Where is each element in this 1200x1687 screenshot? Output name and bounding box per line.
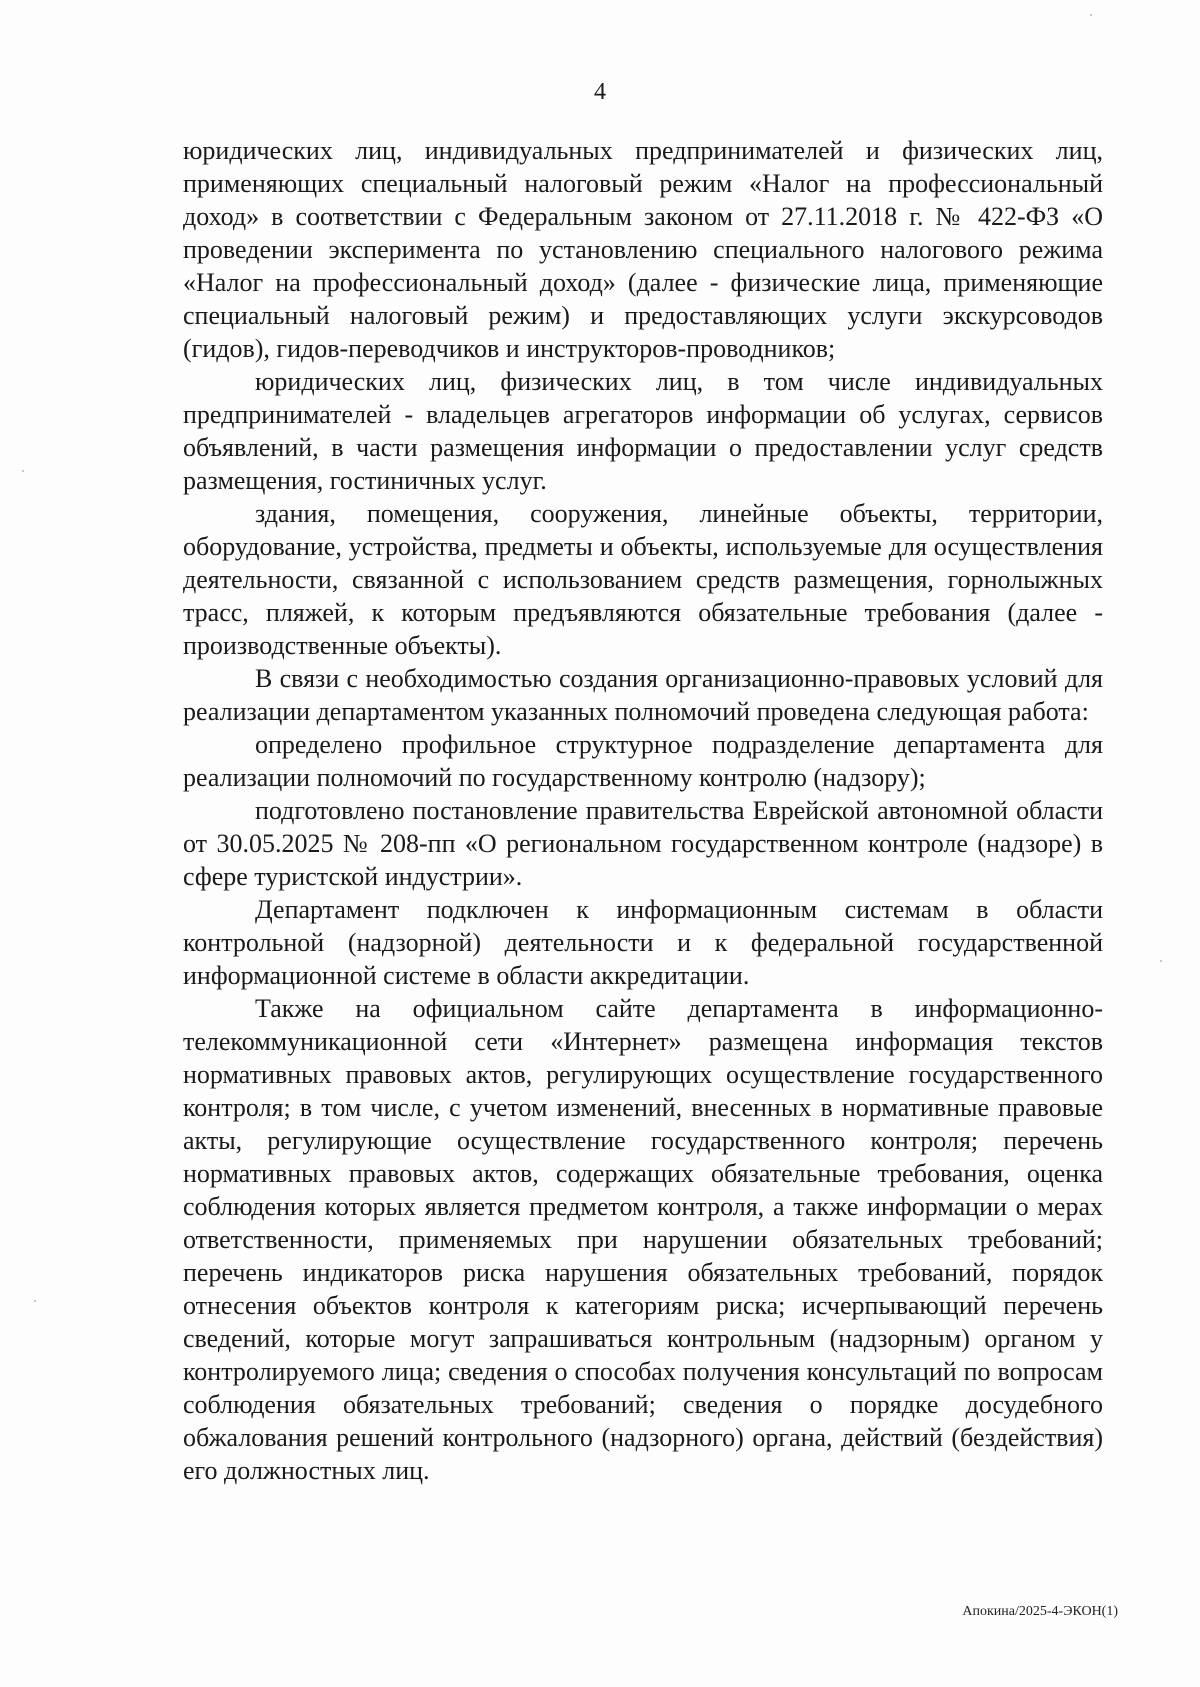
paragraph: Департамент подключен к информационным системам в области контрольной (надзорной) деятельности и к федеральной государственной информационной системе в области аккредитации. <box>183 895 1103 990</box>
page-number: 4 <box>594 79 606 105</box>
paragraph: В связи с необходимостью создания организационно-правовых условий для реализации департаментом указанных полномочий проведена следующая работа: <box>183 664 1103 726</box>
document-footer-code: Апокина/2025-4-ЭКОН(1) <box>962 1604 1118 1619</box>
paragraph: Также на официальном сайте департамента в информационно-телекоммуникационной сети «Интернет» размещена информация текстов нормативных правовых актов, регулирующих осуществление государственного контроля; в том числе, с учетом изменений, внесенных в нормативные правовые акты, регулирующие осуществление государственного контроля; перечень нормативных правовых актов, содержащих обязательные требования, оценка соблюдения которых является предметом контроля, а также информации о мерах ответственности, применяемых при нарушении обязательных требований; перечень индикаторов риска нарушения обязательных требований, порядок отнесения объектов контроля к категориям риска; исчерпывающий перечень сведений, которые могут запрашиваться контрольным (надзорным) органом у контролируемого лица; сведения о способах получения консультаций по вопросам соблюдения обязательных требований; сведения о порядке досудебного обжалования решений контрольного (надзорного) органа, действий (бездействия) его должностных лиц. <box>183 994 1103 1485</box>
scan-speck <box>1160 960 1162 962</box>
paragraph-continuation: юридических лиц, индивидуальных предпринимателей и физических лиц, применяющих специальный налоговый режим «Налог на профессиональный доход» в соответствии с Федеральным законом от 27.11.2018 г. № 422-ФЗ «О проведении эксперимента по установлению специального налогового режима «Налог на профессиональный доход» (далее - физические лица, применяющие специальный налоговый режим) и предоставляющих услуги экскурсоводов (гидов), гидов-переводчиков и инструкторов-проводников; <box>183 136 1103 363</box>
paragraph: подготовлено постановление правительства Еврейской автономной области от 30.05.2025 № 208-пп «О региональном государственном контроле (надзоре) в сфере туристской индустрии». <box>183 796 1103 891</box>
document-body <box>183 134 1103 1487</box>
paragraph: юридических лиц, физических лиц, в том числе индивидуальных предпринимателей - владельцев агрегаторов информации об услугах, сервисов объявлений, в части размещения информации о предоставлении услуг средств размещения, гостиничных услуг. <box>183 367 1103 495</box>
scan-speck <box>1090 14 1092 16</box>
paragraph: определено профильное структурное подразделение департамента для реализации полномочий по государственному контролю (надзору); <box>183 730 1103 792</box>
scan-speck <box>22 470 24 472</box>
scan-speck <box>34 1300 36 1302</box>
paragraph: здания, помещения, сооружения, линейные объекты, территории, оборудование, устройства, предметы и объекты, используемые для осуществления деятельности, связанной с использованием средств размещения, горнолыжных трасс, пляжей, к которым предъявляются обязательные требования (далее - производственные объекты). <box>183 499 1103 660</box>
